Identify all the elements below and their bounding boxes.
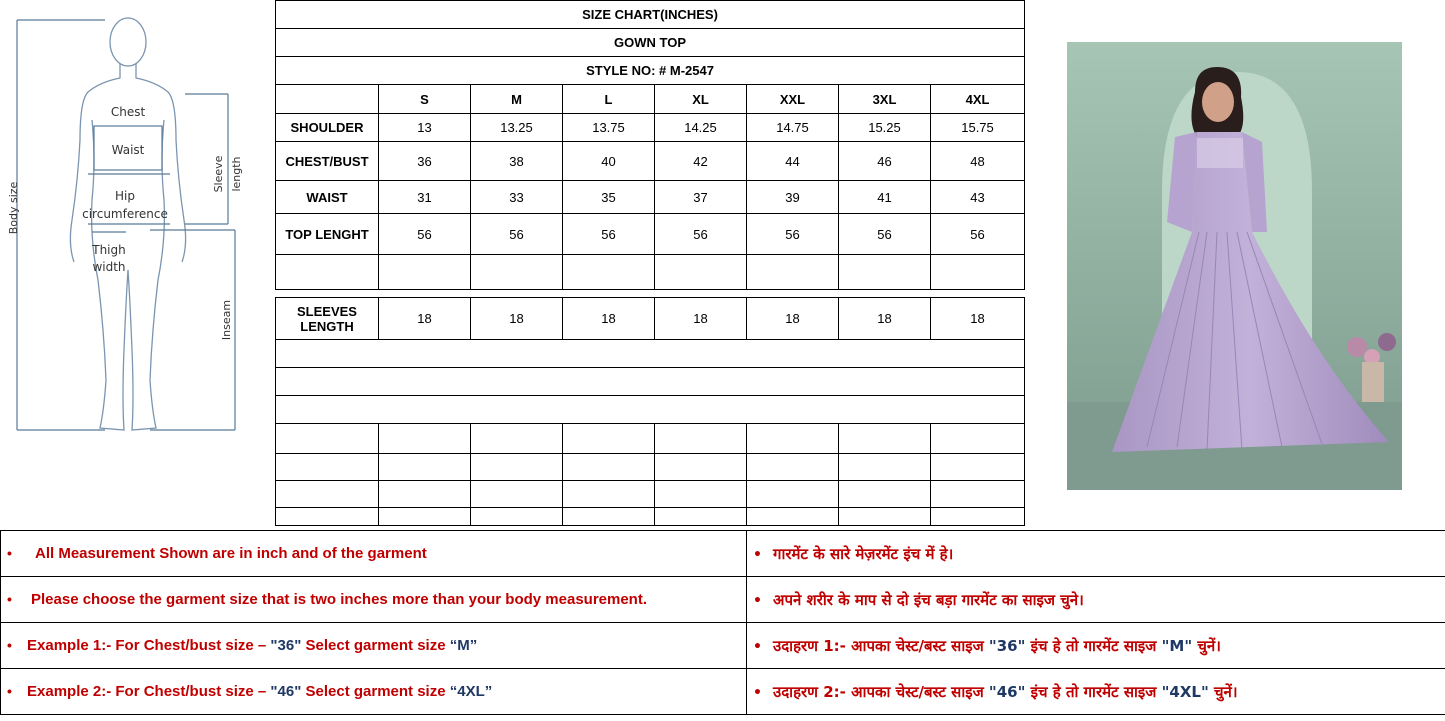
size-header: L	[563, 85, 655, 114]
table-row	[276, 114, 1025, 142]
empty-row	[276, 424, 1025, 454]
note-hindi: • उदाहरण 1:- आपका चेस्ट/बस्ट साइज "36" इंच हे तो गारमेंट साइज "M" चुनें।	[747, 623, 1445, 669]
note-hindi: • उदाहरण 2:- आपका चेस्ट/बस्ट साइज "46" इंच हे तो गारमेंट साइज "4XL" चुनें।	[747, 669, 1445, 715]
table-row	[276, 298, 1025, 340]
cell-value: 15.25	[839, 114, 931, 142]
cell-value: 46	[839, 142, 931, 181]
cell-value: 56	[747, 214, 839, 255]
cell-value: 39	[747, 181, 839, 214]
cell-value: 40	[563, 142, 655, 181]
inseam-label: Inseam	[220, 299, 233, 341]
row-label: TOP LENGHT	[276, 214, 379, 255]
cell-value: 44	[747, 142, 839, 181]
chart-title: SIZE CHART(INCHES)	[276, 1, 1025, 29]
size-header: 4XL	[931, 85, 1025, 114]
empty-row	[276, 454, 1025, 481]
size-header: M	[471, 85, 563, 114]
cell-value: 48	[931, 142, 1025, 181]
cell-value: 18	[655, 298, 747, 340]
cell-value: 18	[839, 298, 931, 340]
size-header: 3XL	[839, 85, 931, 114]
sleeve-label-2: length	[230, 156, 243, 192]
note-english: • Example 1:- For Chest/bust size – "36" Select garment size “M”	[1, 623, 747, 669]
note-english: • Please choose the garment size that is two inches more than your body measurement.	[1, 577, 747, 623]
empty-row	[276, 481, 1025, 508]
cell-value: 38	[471, 142, 563, 181]
cell-value: 43	[931, 181, 1025, 214]
cell-value: 56	[931, 214, 1025, 255]
thigh-label: Thigh	[92, 243, 126, 257]
empty-row	[276, 255, 1025, 290]
table-row	[276, 142, 1025, 181]
size-header: XL	[655, 85, 747, 114]
row-label-sleeves: SLEEVES LENGTH	[276, 298, 379, 340]
cell-value: 18	[471, 298, 563, 340]
thigh-label-2: width	[92, 260, 126, 274]
note-row	[1, 669, 1445, 715]
note-row	[1, 623, 1445, 669]
cell-value: 56	[839, 214, 931, 255]
size-chart-table	[275, 0, 1025, 526]
row-label: CHEST/BUST	[276, 142, 379, 181]
chart-subtitle: GOWN TOP	[276, 29, 1025, 57]
empty-row	[276, 340, 1025, 368]
cell-value: 13.75	[563, 114, 655, 142]
note-hindi: • गारमेंट के सारे मेज़रमेंट इंच में हे।	[747, 531, 1445, 577]
model-in-lilac-gown-image	[1067, 42, 1402, 490]
cell-value: 35	[563, 181, 655, 214]
sleeve-label: Sleeve	[212, 155, 225, 193]
cell-value: 36	[379, 142, 471, 181]
notes-table	[0, 530, 1445, 715]
note-english: • Example 2:- For Chest/bust size – "46" Select garment size “4XL”	[1, 669, 747, 715]
waist-label: Waist	[111, 143, 145, 157]
cell-value: 56	[379, 214, 471, 255]
size-header: XXL	[747, 85, 839, 114]
empty-row	[276, 508, 1025, 526]
cell-value: 42	[655, 142, 747, 181]
cell-value: 33	[471, 181, 563, 214]
note-hindi: • अपने शरीर के माप से दो इंच बड़ा गारमेंट का साइज चुने।	[747, 577, 1445, 623]
table-row	[276, 181, 1025, 214]
empty-row	[276, 368, 1025, 396]
cell-value: 14.75	[747, 114, 839, 142]
note-row	[1, 531, 1445, 577]
cell-value: 56	[563, 214, 655, 255]
cell-value: 13.25	[471, 114, 563, 142]
hip-label: Hip	[115, 189, 135, 203]
row-label: WAIST	[276, 181, 379, 214]
cell-value: 15.75	[931, 114, 1025, 142]
cell-value: 18	[563, 298, 655, 340]
cell-value: 14.25	[655, 114, 747, 142]
note-row	[1, 577, 1445, 623]
cell-value: 56	[471, 214, 563, 255]
body-measurement-figure	[0, 0, 275, 528]
cell-value: 13	[379, 114, 471, 142]
cell-value: 37	[655, 181, 747, 214]
size-header: S	[379, 85, 471, 114]
empty-row	[276, 396, 1025, 424]
cell-value: 56	[655, 214, 747, 255]
note-english: • All Measurement Shown are in inch and of the garment	[1, 531, 747, 577]
table-row	[276, 214, 1025, 255]
cell-value: 31	[379, 181, 471, 214]
cell-value: 18	[747, 298, 839, 340]
cell-value: 18	[931, 298, 1025, 340]
style-number: STYLE NO: # M-2547	[276, 57, 1025, 85]
cell-value: 18	[379, 298, 471, 340]
chest-label: Chest	[110, 105, 146, 119]
row-label: SHOULDER	[276, 114, 379, 142]
cell-value: 41	[839, 181, 931, 214]
body-outline-diagram	[0, 0, 275, 528]
hip-label-2: circumference	[82, 207, 168, 221]
size-header-row	[276, 85, 1025, 114]
body-size-label: Body size	[7, 181, 20, 235]
